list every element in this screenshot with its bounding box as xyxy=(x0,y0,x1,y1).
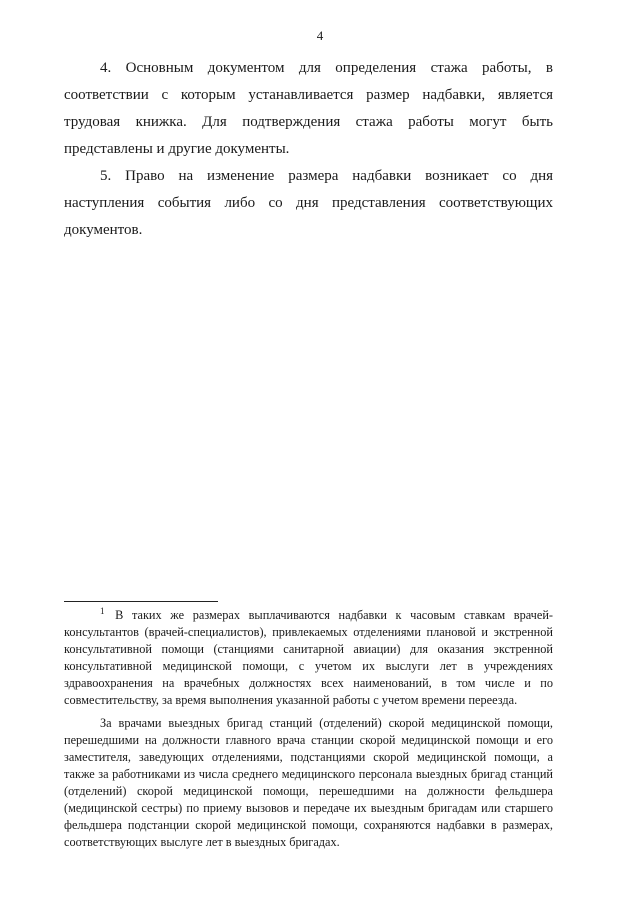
footnote-1-continuation: За врачами выездных бригад станций (отделений) скорой медицинской помощи, перешедшими на должности главного врача станции скорой медицинской помощи и его заместителя, заведующих отделениями, подстанциями скорой медицинской помощи, а также за работниками из числа среднего медицинского персонала выездных бригад станций (отделений) скорой медицинской помощи, перешедшими на должности фельдшера (медицинской сестры) по приему вызовов и передаче их выездным бригадам или старшего фельдшера подстанции скорой медицинской помощи, сохраняются надбавки в размерах, соответствующих выслуге лет в выездных бригадах. xyxy=(64,716,553,849)
paragraph-4: 4. Основным документом для определения стажа работы, в соответствии с которым устанавливается размер надбавки, является трудовая книжка. Для подтверждения стажа работы могут быть представлены и другие документы. xyxy=(64,60,553,157)
footnote-1 xyxy=(64,607,553,709)
paragraph-5: 5. Право на изменение размера надбавки возникает со дня наступления события либо со дня представления соответствующих документов. xyxy=(64,168,553,238)
page-number: 4 xyxy=(316,28,324,43)
main-text xyxy=(64,55,553,244)
footnotes xyxy=(64,607,553,857)
footnote-separator xyxy=(64,601,218,602)
footnote-1-text: В таких же размерах выплачиваются надбавки к часовым ставкам врачей-консультантов (врачей-специалистов), привлекаемых отделениями плановой и экстренной консультативной помощи (станциями санитарной авиации) для оказания экстренной консультативной медицинской помощи, с учетом их выслуги лет в учреждениях здравоохранения на врачебных должностях всех наименований, в том числе и по совместительству, за время выполнения указанной работы с учетом времени переезда. xyxy=(64,608,554,707)
footnote-marker: 1 xyxy=(100,605,105,616)
